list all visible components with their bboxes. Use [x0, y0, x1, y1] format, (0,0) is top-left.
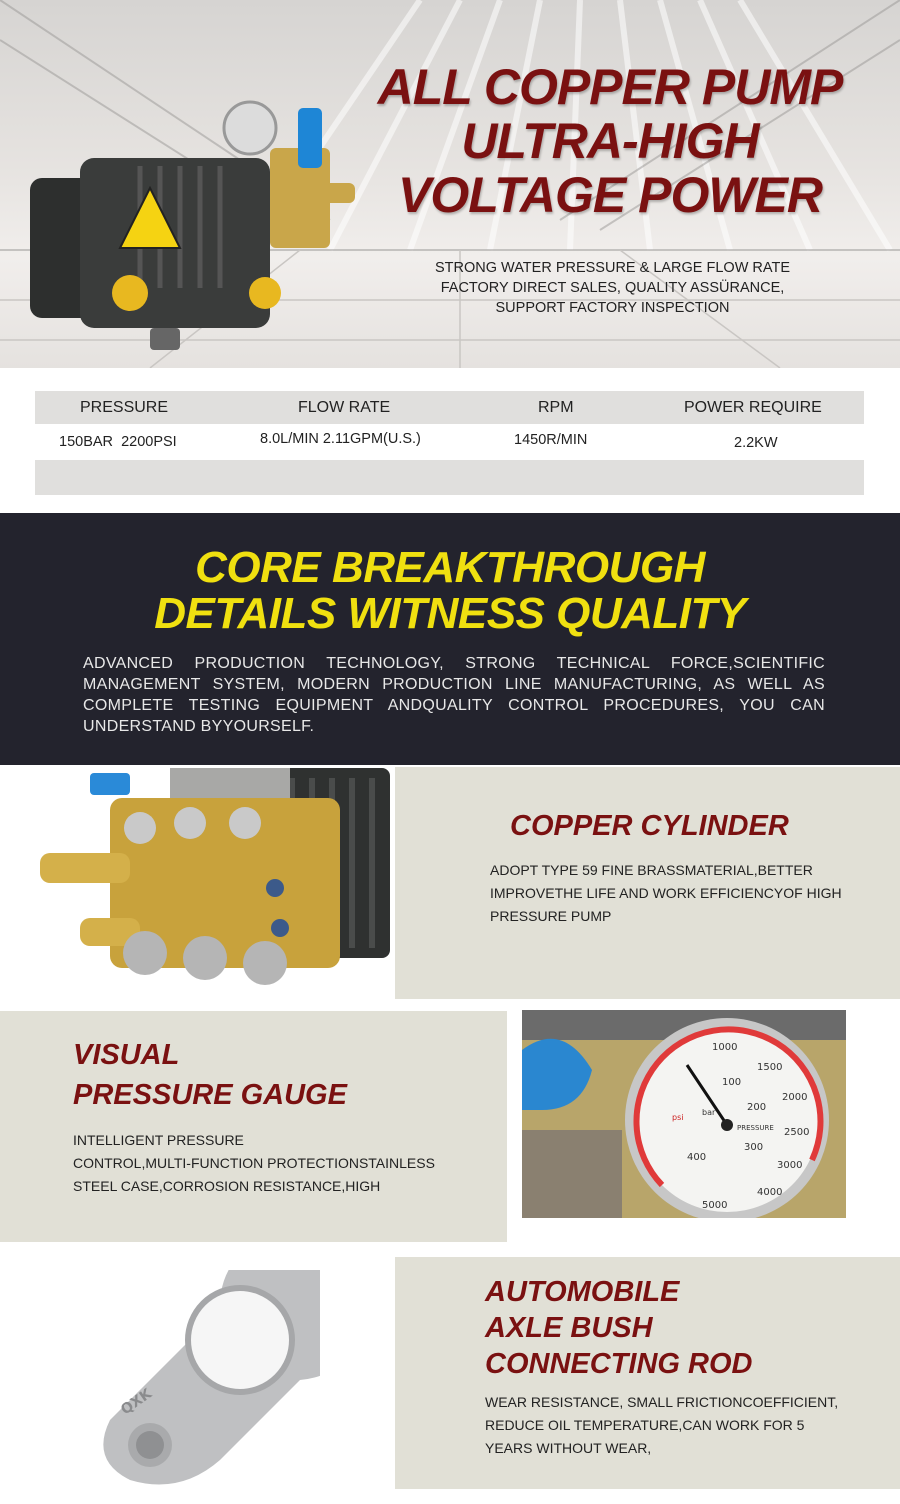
hero-sub-line: SUPPORT FACTORY INSPECTION — [495, 300, 730, 316]
spec-value-row — [35, 424, 864, 460]
spec-header-rpm: RPM — [538, 399, 574, 416]
core-banner — [0, 513, 900, 765]
gauge-label: bar — [702, 1108, 716, 1117]
gauge-label: 200 — [747, 1102, 767, 1113]
feature-body-line: INTELLIGENT PRESSURE — [73, 1132, 244, 1148]
spec-header-pressure: PRESSURE — [80, 399, 169, 416]
core-title-line: CORE BREAKTHROUGH — [195, 543, 705, 592]
core-description: ADVANCED PRODUCTION TECHNOLOGY, STRONG TECHNICAL FORCE,SCIENTIFIC MANAGEMENT SYSTEM, MODERN PRODUCTION LINE MANUFACTURING, AS WELL AS COMPLETE TESTING EQUIPMENT ANDQUALITY CONTROL PROCEDURES, YOU CAN UNDERSTAND BYYOURSELF. — [83, 655, 825, 735]
hero-banner — [0, 0, 900, 368]
gauge-label: PRESSURE — [737, 1124, 774, 1132]
hero-title-line: VOLTAGE POWER — [397, 167, 823, 223]
feature-body-connecting-rod — [485, 1391, 838, 1460]
connecting-rod-icon — [70, 1270, 320, 1495]
feature-title-connecting-rod — [485, 1274, 752, 1382]
feature-body-pressure-gauge — [73, 1129, 435, 1198]
feature-body-line: ADOPT TYPE 59 FINE BRASSMATERIAL,BETTER — [490, 862, 813, 878]
feature-body-line: WEAR RESISTANCE, SMALL FRICTIONCOEFFICIENT, — [485, 1394, 839, 1410]
feature-title-line: VISUAL — [73, 1039, 180, 1071]
gauge-label: 4000 — [757, 1187, 783, 1198]
gauge-label: 2500 — [784, 1127, 810, 1138]
gauge-label: 100 — [722, 1077, 742, 1088]
feature-title-line: CONNECTING ROD — [485, 1348, 753, 1380]
feature-title-pressure-gauge — [73, 1035, 347, 1115]
core-title-line: DETAILS WITNESS QUALITY — [154, 589, 746, 638]
feature-title-line: PRESSURE GAUGE — [73, 1079, 347, 1111]
gauge-label: 5000 — [702, 1200, 728, 1211]
feature-title-copper-cylinder — [510, 808, 789, 844]
hero-title — [330, 60, 890, 222]
pressure-gauge-icon — [522, 1010, 846, 1218]
gauge-label: 1500 — [757, 1062, 783, 1073]
feature-title-line: AUTOMOBILE — [485, 1276, 680, 1308]
spec-value-pressure: 150BAR 2200PSI — [59, 434, 177, 450]
copper-cylinder-icon — [30, 768, 392, 993]
spec-table — [35, 391, 864, 495]
gauge-label: 400 — [687, 1152, 707, 1163]
feature-body-line: STEEL CASE,CORROSION RESISTANCE,HIGH — [73, 1178, 381, 1194]
feature-body-line: REDUCE OIL TEMPERATURE,CAN WORK FOR 5 — [485, 1417, 805, 1433]
spec-empty-row — [35, 460, 864, 495]
feature-body-line: CONTROL,MULTI-FUNCTION PROTECTIONSTAINLESS — [73, 1155, 435, 1171]
hero-title-line: ULTRA-HIGH — [461, 113, 759, 169]
core-title — [0, 545, 900, 637]
gauge-label: psi — [672, 1113, 684, 1122]
gauge-label: 3000 — [777, 1160, 803, 1171]
spec-value-flow-rate: 8.0L/MIN 2.11GPM(U.S.) — [260, 431, 421, 447]
feature-title-line: COPPER CYLINDER — [510, 810, 789, 842]
spec-header-row — [35, 391, 864, 424]
hero-title-line: ALL COPPER PUMP — [377, 59, 843, 115]
rod-stamp-text: QXK — [118, 1385, 155, 1419]
pump-product-icon — [20, 88, 360, 358]
gauge-label: 300 — [744, 1142, 764, 1153]
spec-header-flow-rate: FLOW RATE — [298, 399, 391, 416]
hero-subtitle — [400, 258, 825, 318]
gauge-label: 2000 — [782, 1092, 808, 1103]
gauge-label: 1000 — [712, 1042, 738, 1053]
hero-sub-line: STRONG WATER PRESSURE & LARGE FLOW RATE — [434, 260, 791, 276]
feature-body-line: PRESSURE PUMP — [490, 908, 612, 924]
feature-body-copper-cylinder — [490, 859, 842, 928]
feature-body-line: IMPROVETHE LIFE AND WORK EFFICIENCYOF HIGH — [490, 885, 842, 901]
hero-sub-line: FACTORY DIRECT SALES, QUALITY ASSÜRANCE, — [440, 280, 785, 296]
feature-title-line: AXLE BUSH — [485, 1312, 653, 1344]
feature-body-line: YEARS WITHOUT WEAR, — [485, 1440, 652, 1456]
spec-header-power: POWER REQUIRE — [684, 399, 822, 416]
spec-value-power: 2.2KW — [734, 435, 778, 451]
spec-value-rpm: 1450R/MIN — [514, 432, 588, 448]
